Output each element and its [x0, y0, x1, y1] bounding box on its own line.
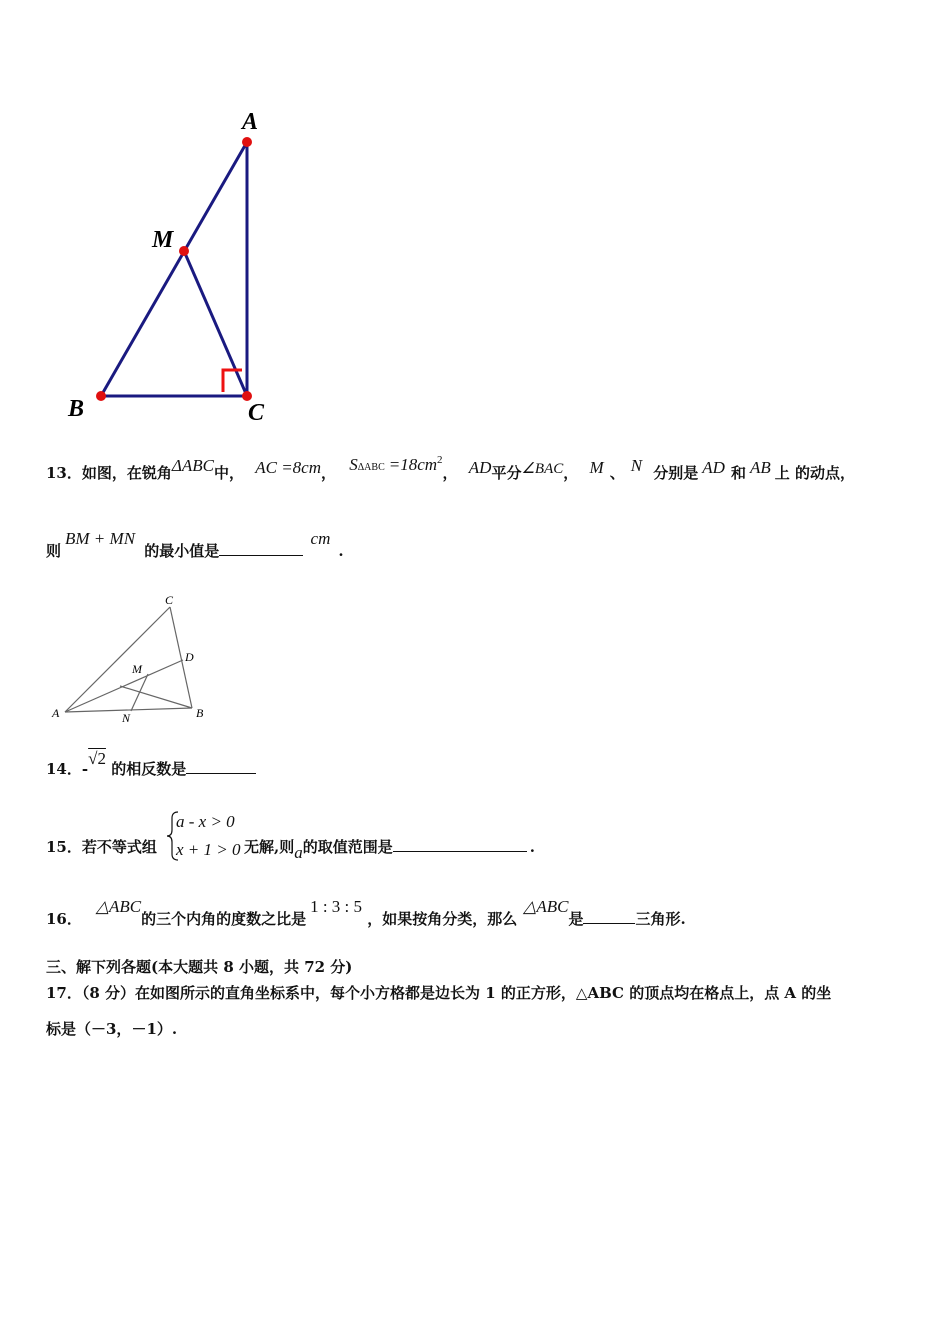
- fig2-label-b: B: [196, 706, 204, 720]
- question-15: [46, 836, 157, 857]
- q13-text: 和: [730, 464, 746, 482]
- q13-text: 上 的动点，: [774, 464, 855, 482]
- q14-text: 的相反数是: [111, 760, 187, 778]
- q13-ad: AD: [468, 458, 492, 477]
- question-17-line-1: 17．（8 分）在如图所示的直角坐标系中，每个小方格都是边长为 1 的正方形，△ABC 的顶点均在格点上，点 A 的坐: [46, 984, 832, 1002]
- q14-radical: √2: [88, 749, 106, 768]
- q14-number: 14．-: [46, 760, 89, 778]
- label-b: B: [68, 396, 85, 422]
- q15-end: .: [529, 838, 535, 856]
- question-16: [46, 897, 686, 929]
- q13-n: N: [630, 456, 643, 475]
- q16-text: 的三个内角的度数之比是: [141, 910, 307, 928]
- q13-number: 13．如图，在锐角: [46, 464, 172, 482]
- figure-triangle-bisector: [48, 590, 223, 725]
- fig2-label-a: A: [52, 706, 60, 720]
- q13-ac: AC =8cm: [255, 458, 321, 477]
- point-b: [96, 391, 106, 401]
- q13-sep: ，: [321, 464, 337, 482]
- q15-var: a: [294, 843, 303, 862]
- q15-text: 的取值范围是: [302, 838, 393, 856]
- q15-row-1: a - x > 0: [176, 812, 235, 831]
- q13-area-sub: ΔABC: [357, 462, 385, 473]
- q13-text: 的最小值是: [144, 542, 220, 560]
- q16-number: 16．: [46, 910, 82, 928]
- question-13-line-1: [46, 454, 855, 483]
- q13-unit: cm: [310, 529, 331, 548]
- q13-ad2: AD: [702, 458, 725, 477]
- label-m: M: [152, 227, 174, 253]
- q16-answer-blank[interactable]: [583, 909, 635, 924]
- q16-text: 三角形.: [635, 910, 686, 928]
- q13-text: 分别是: [653, 464, 699, 482]
- q13-ab: AB: [749, 458, 771, 477]
- fig2-label-m: M: [132, 662, 142, 676]
- fig2-label-c: C: [165, 593, 174, 607]
- q13-expr: BM + MN: [65, 529, 136, 548]
- q13-text: 则: [46, 542, 62, 560]
- point-a: [242, 137, 252, 147]
- q15-number: 15．若不等式组: [46, 838, 157, 856]
- q13-triangle: ΔABC: [171, 456, 214, 475]
- question-13-line-2: [46, 529, 344, 561]
- q13-end: .: [338, 542, 344, 560]
- q15-row-2: x + 1 > 0: [176, 840, 241, 859]
- section-3-title: 三、解下列各题(本大题共 8 小题，共 72 分): [46, 958, 353, 976]
- q13-area: [349, 455, 442, 474]
- q13-text: 中，: [213, 464, 244, 482]
- q13-angle: ∠BAC: [521, 461, 564, 477]
- q14-answer-blank[interactable]: [186, 759, 256, 774]
- q15-text: 无解,则: [244, 838, 295, 856]
- fig2-label-n: N: [122, 711, 131, 725]
- q13-area-sup: 2: [437, 454, 443, 466]
- q13-sep: ，: [563, 464, 579, 482]
- q13-m: M: [589, 458, 604, 477]
- label-a: A: [242, 109, 259, 135]
- q13-text: 、: [609, 464, 625, 482]
- q13-sep: ，: [442, 464, 458, 482]
- q13-answer-blank[interactable]: [219, 541, 303, 556]
- q16-triangle-2: △ABC: [523, 897, 569, 916]
- figure-triangle-abc-m: [60, 100, 300, 430]
- q16-ratio: 1 : 3 : 5: [310, 897, 363, 916]
- label-c: C: [248, 400, 265, 426]
- q13-area-s: S: [349, 455, 358, 474]
- point-m: [179, 246, 189, 256]
- question-14: [46, 749, 256, 779]
- q16-text: 是: [568, 910, 584, 928]
- fig2-label-d: D: [185, 650, 194, 664]
- q16-text: ，如果按角分类，那么: [367, 910, 518, 928]
- question-15-tail: [244, 836, 535, 862]
- q16-triangle-1: △ABC: [95, 897, 142, 916]
- question-17-line-2: 标是（－3，－1）.: [46, 1020, 178, 1038]
- q13-text: 平分: [491, 464, 522, 482]
- q13-area-eq: =18cm: [388, 455, 438, 474]
- q15-answer-blank[interactable]: [393, 837, 527, 852]
